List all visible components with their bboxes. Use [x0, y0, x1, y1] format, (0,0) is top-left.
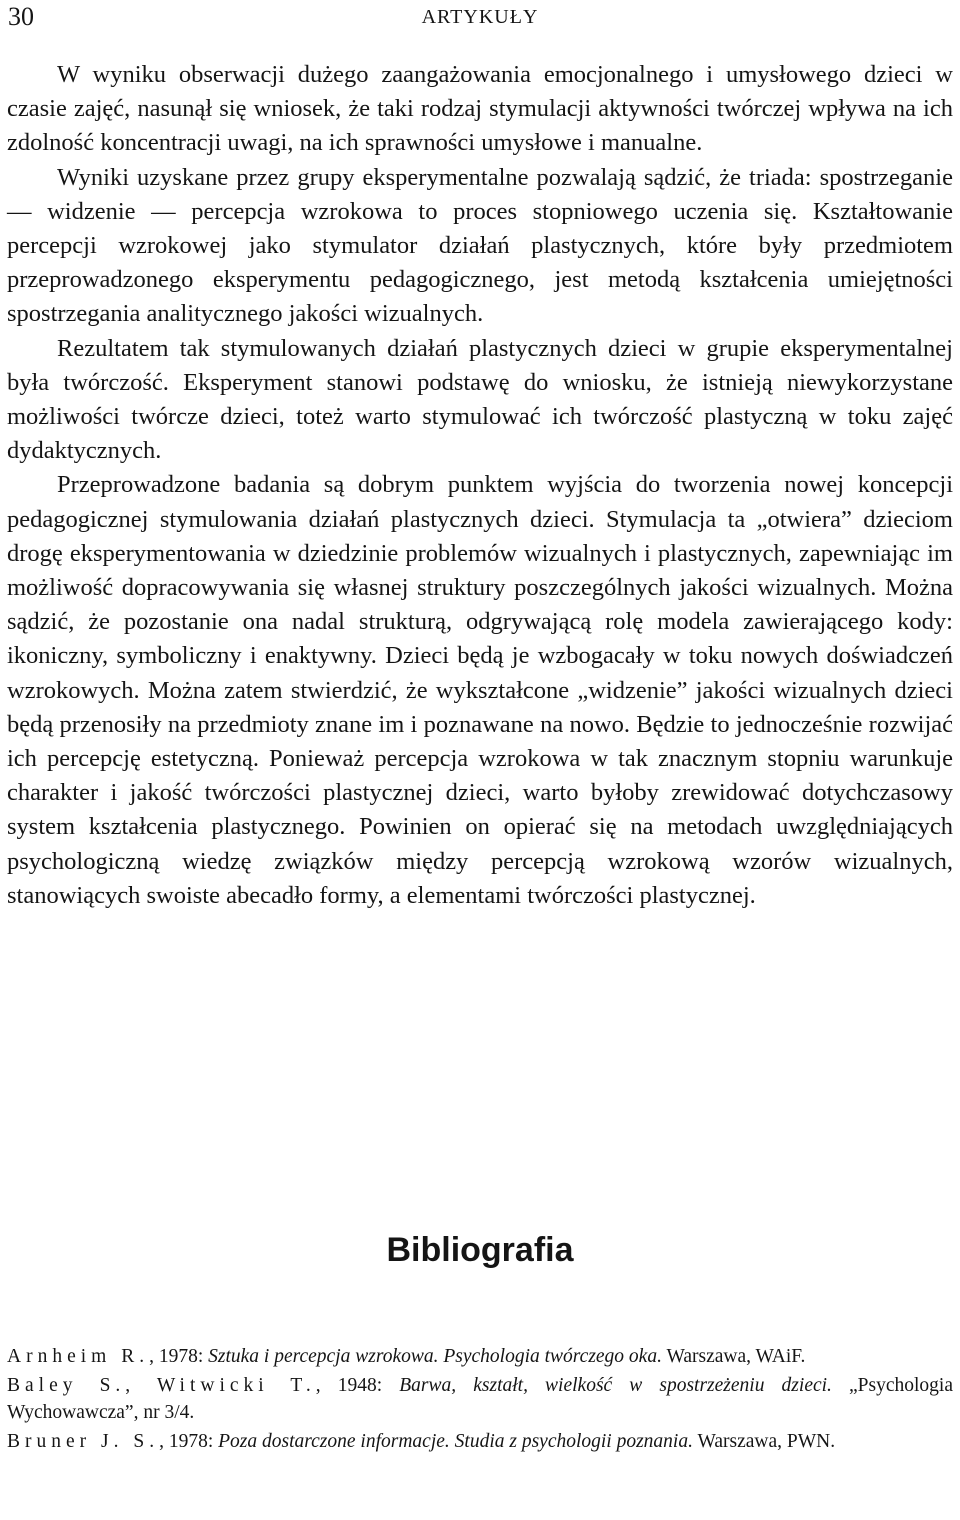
- reference-year: , 1948:: [315, 1375, 400, 1396]
- reference-title: Sztuka i percepcja wzrokowa. Psychologia twórczego oka.: [208, 1346, 662, 1367]
- bibliography-list: [7, 1343, 953, 1457]
- paragraph: W wyniku obserwacji dużego zaangażowania emocjonalnego i umysłowego dzieci w czasie zajęć, nasunął się wniosek, że taki rodzaj stymulacji aktywności twórczej wpływa na ich zdolność koncentracji uwagi, na ich sprawności umysłowe i manualne.: [7, 61, 953, 157]
- bibliography-heading: Bibliografia: [386, 1231, 574, 1269]
- article-body: [7, 58, 953, 913]
- page-header: [0, 0, 960, 40]
- paragraph: Wyniki uzyskane przez grupy eksperymentalne pozwalają sądzić, że triada: spostrzeganie — widzenie — percepcja wzrokowa to proces stopniowego uczenia się. Kształtowanie percepcji wzrokowej jako stymulator działań plastycznych, które były przedmiotem przeprowadzonego eksperymentu pedagogicznego, jest metodą kształcenia umiejętności spostrzegania analitycznego jakości wizualnych.: [7, 163, 953, 328]
- reference-author: Arnheim R.: [7, 1346, 150, 1367]
- paragraph: Przeprowadzone badania są dobrym punktem wyjścia do tworzenia nowej koncepcji pedagogicznej stymulowania działań plastycznych dzieci. Stymulacja ta „otwiera” dzieciom drogę eksperymentowania w dziedzinie problemów wizualnych i plastycznych, zapewniając im możliwość dopracowywania się własnej struktury poszczególnych jakości wizualnych. Można sądzić, że pozostanie ona nadal strukturą, odgrywającą rolę modela zawierającego kody: ikoniczny, symboliczny i enaktywny. Dzieci będą je wzbogacały w toku nowych doświadczeń wzrokowych. Można zatem stwierdzić, że wykształcone „widzenie” jakości wizualnych dzieci będą przenosiły na przedmioty znane im i poznawane na nowo. Będzie to jednocześnie rozwijać ich percepcję estetyczną. Ponieważ percepcja wzrokowa w tak znacznym stopniu warunkuje charakter i jakość twórczości plastycznej dzieci, warto byłoby zrewidować dotychczasowy system kształcenia plastycznego. Powinien on opierać się na metodach uwzględniających psychologiczną wiedzę związków między percepcją wzrokową wzorów wizualnych, stanowiących swoiste abecadło formy, a elementami twórczości plastycznej.: [7, 471, 953, 909]
- reference-year: , 1978:: [159, 1431, 219, 1452]
- page-number: 30: [8, 2, 34, 31]
- reference-publisher: „Psychologia Wychowawcza”, nr 3/4.: [7, 1375, 953, 1423]
- reference-title: Poza dostarczone informacje. Studia z psychologii poznania.: [218, 1431, 693, 1452]
- running-head: ARTYKUŁY: [421, 6, 539, 28]
- reference-item: [7, 1343, 953, 1370]
- reference-title: Barwa, kształt, wielkość w spostrzeżeniu dzieci.: [399, 1375, 832, 1396]
- reference-item: [7, 1428, 953, 1455]
- paragraph: Rezultatem tak stymulowanych działań plastycznych dzieci w grupie eksperymentalnej była twórczość. Eksperyment stanowi podstawę do wniosku, że istnieją niewykorzystane możliwości twórcze dzieci, toteż warto stymulować ich twórczość plastyczną w toku zajęć dydaktycznych.: [7, 334, 953, 465]
- reference-publisher: Warszawa, WAiF.: [661, 1346, 806, 1367]
- reference-author: Bruner J. S.: [7, 1431, 160, 1452]
- reference-publisher: Warszawa, PWN.: [692, 1431, 836, 1452]
- reference-year: , 1978:: [149, 1346, 209, 1367]
- reference-author: Baley S., Witwicki T.: [7, 1375, 316, 1396]
- reference-item: [7, 1372, 953, 1426]
